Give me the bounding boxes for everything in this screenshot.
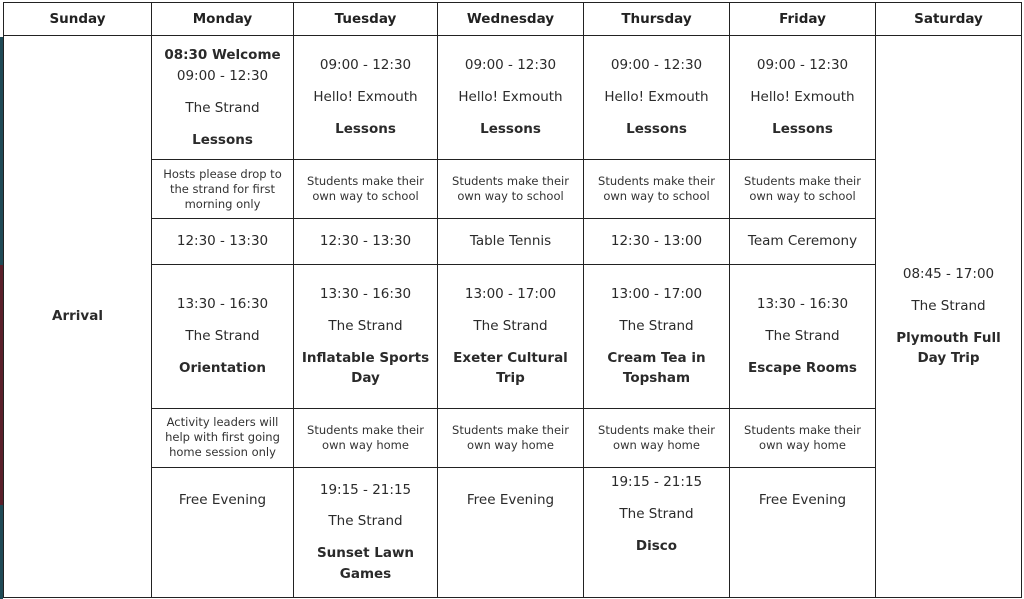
tuesday-evening-time: 19:15 - 21:15 bbox=[319, 481, 412, 498]
tuesday-morning-place: Hello! Exmouth bbox=[313, 89, 418, 106]
monday-afternoon-activity: Orientation bbox=[178, 359, 267, 376]
tuesday-morning-note: Students make their own way to school bbox=[294, 160, 438, 219]
friday-afternoon-cell bbox=[730, 265, 876, 408]
tuesday-evening-place: The Strand bbox=[328, 513, 403, 530]
tuesday-morning-time: 09:00 - 12:30 bbox=[319, 57, 412, 74]
wednesday-afternoon-activity: Exeter Cultural Trip bbox=[453, 349, 568, 387]
thursday-afternoon-time: 13:00 - 17:00 bbox=[610, 285, 703, 302]
thursday-morning-cell bbox=[584, 36, 730, 160]
morning-row bbox=[4, 36, 1022, 160]
tuesday-afternoon-place: The Strand bbox=[328, 317, 403, 334]
wednesday-evening: Free Evening bbox=[438, 467, 584, 597]
saturday-activity: Plymouth Full Day Trip bbox=[896, 329, 1001, 367]
monday-afternoon-cell bbox=[152, 265, 294, 408]
tuesday-afternoon-cell bbox=[294, 265, 438, 408]
thursday-afternoon-cell bbox=[584, 265, 730, 408]
morning-notes-row bbox=[4, 160, 1022, 219]
header-sunday: Sunday bbox=[4, 3, 152, 36]
tuesday-lunch: 12:30 - 13:30 bbox=[294, 219, 438, 265]
header-wednesday: Wednesday bbox=[438, 3, 584, 36]
friday-lunch: Team Ceremony bbox=[730, 219, 876, 265]
sunday-arrival-cell bbox=[4, 36, 152, 598]
tuesday-afternoon-note: Students make their own way home bbox=[294, 408, 438, 467]
wednesday-afternoon-cell bbox=[438, 265, 584, 408]
monday-morning-activity: Lessons bbox=[192, 131, 253, 148]
monday-morning-cell bbox=[152, 36, 294, 160]
monday-afternoon-place: The Strand bbox=[185, 328, 260, 345]
monday-afternoon-time: 13:30 - 16:30 bbox=[176, 296, 269, 313]
monday-lunch: 12:30 - 13:30 bbox=[152, 219, 294, 265]
header-thursday: Thursday bbox=[584, 3, 730, 36]
thursday-lunch: 12:30 - 13:00 bbox=[584, 219, 730, 265]
thursday-morning-activity: Lessons bbox=[626, 121, 687, 138]
friday-morning-activity: Lessons bbox=[772, 121, 833, 138]
wednesday-afternoon-note: Students make their own way home bbox=[438, 408, 584, 467]
lunch-row bbox=[4, 219, 1022, 265]
header-friday: Friday bbox=[730, 3, 876, 36]
monday-welcome: 08:30 Welcome bbox=[164, 46, 281, 63]
saturday-place: The Strand bbox=[911, 297, 986, 314]
friday-evening: Free Evening bbox=[730, 467, 876, 597]
friday-afternoon-activity: Escape Rooms bbox=[748, 359, 857, 376]
evening-row bbox=[4, 467, 1022, 597]
saturday-cell bbox=[876, 36, 1022, 598]
afternoon-row bbox=[4, 265, 1022, 408]
friday-afternoon-time: 13:30 - 16:30 bbox=[756, 296, 849, 313]
monday-afternoon-note: Activity leaders will help with first going home session only bbox=[152, 408, 294, 467]
weekly-schedule-table bbox=[3, 2, 1022, 598]
thursday-evening-cell bbox=[584, 467, 730, 597]
monday-morning-place: The Strand bbox=[185, 99, 260, 116]
header-row bbox=[4, 3, 1022, 36]
monday-morning-note: Hosts please drop to the strand for first morning only bbox=[152, 160, 294, 219]
thursday-evening-place: The Strand bbox=[619, 505, 694, 522]
sunday-arrival: Arrival bbox=[52, 308, 103, 325]
thursday-morning-time: 09:00 - 12:30 bbox=[610, 57, 703, 74]
monday-evening: Free Evening bbox=[152, 467, 294, 597]
thursday-afternoon-activity: Cream Tea in Topsham bbox=[607, 349, 706, 387]
wednesday-afternoon-place: The Strand bbox=[473, 317, 548, 334]
tuesday-evening-cell bbox=[294, 467, 438, 597]
friday-afternoon-note: Students make their own way home bbox=[730, 408, 876, 467]
wednesday-morning-place: Hello! Exmouth bbox=[458, 89, 563, 106]
thursday-morning-note: Students make their own way to school bbox=[584, 160, 730, 219]
thursday-afternoon-place: The Strand bbox=[619, 317, 694, 334]
thursday-evening-activity: Disco bbox=[635, 537, 678, 554]
thursday-afternoon-note: Students make their own way home bbox=[584, 408, 730, 467]
thursday-evening-time: 19:15 - 21:15 bbox=[610, 473, 703, 490]
tuesday-evening-activity: Sunset Lawn Games bbox=[316, 545, 415, 583]
wednesday-morning-activity: Lessons bbox=[480, 121, 541, 138]
tuesday-morning-cell bbox=[294, 36, 438, 160]
friday-afternoon-place: The Strand bbox=[765, 328, 840, 345]
afternoon-notes-row bbox=[4, 408, 1022, 467]
friday-morning-cell bbox=[730, 36, 876, 160]
friday-morning-place: Hello! Exmouth bbox=[750, 89, 855, 106]
tuesday-morning-activity: Lessons bbox=[335, 121, 396, 138]
wednesday-morning-time: 09:00 - 12:30 bbox=[464, 57, 557, 74]
wednesday-morning-cell bbox=[438, 36, 584, 160]
friday-morning-time: 09:00 - 12:30 bbox=[756, 57, 849, 74]
wednesday-afternoon-time: 13:00 - 17:00 bbox=[464, 285, 557, 302]
wednesday-lunch: Table Tennis bbox=[438, 219, 584, 265]
wednesday-morning-note: Students make their own way to school bbox=[438, 160, 584, 219]
header-saturday: Saturday bbox=[876, 3, 1022, 36]
monday-morning-time: 09:00 - 12:30 bbox=[176, 67, 269, 84]
friday-morning-note: Students make their own way to school bbox=[730, 160, 876, 219]
tuesday-afternoon-time: 13:30 - 16:30 bbox=[319, 285, 412, 302]
header-monday: Monday bbox=[152, 3, 294, 36]
tuesday-afternoon-activity: Inflatable Sports Day bbox=[301, 349, 430, 387]
saturday-time: 08:45 - 17:00 bbox=[902, 265, 995, 282]
thursday-morning-place: Hello! Exmouth bbox=[604, 89, 709, 106]
header-tuesday: Tuesday bbox=[294, 3, 438, 36]
